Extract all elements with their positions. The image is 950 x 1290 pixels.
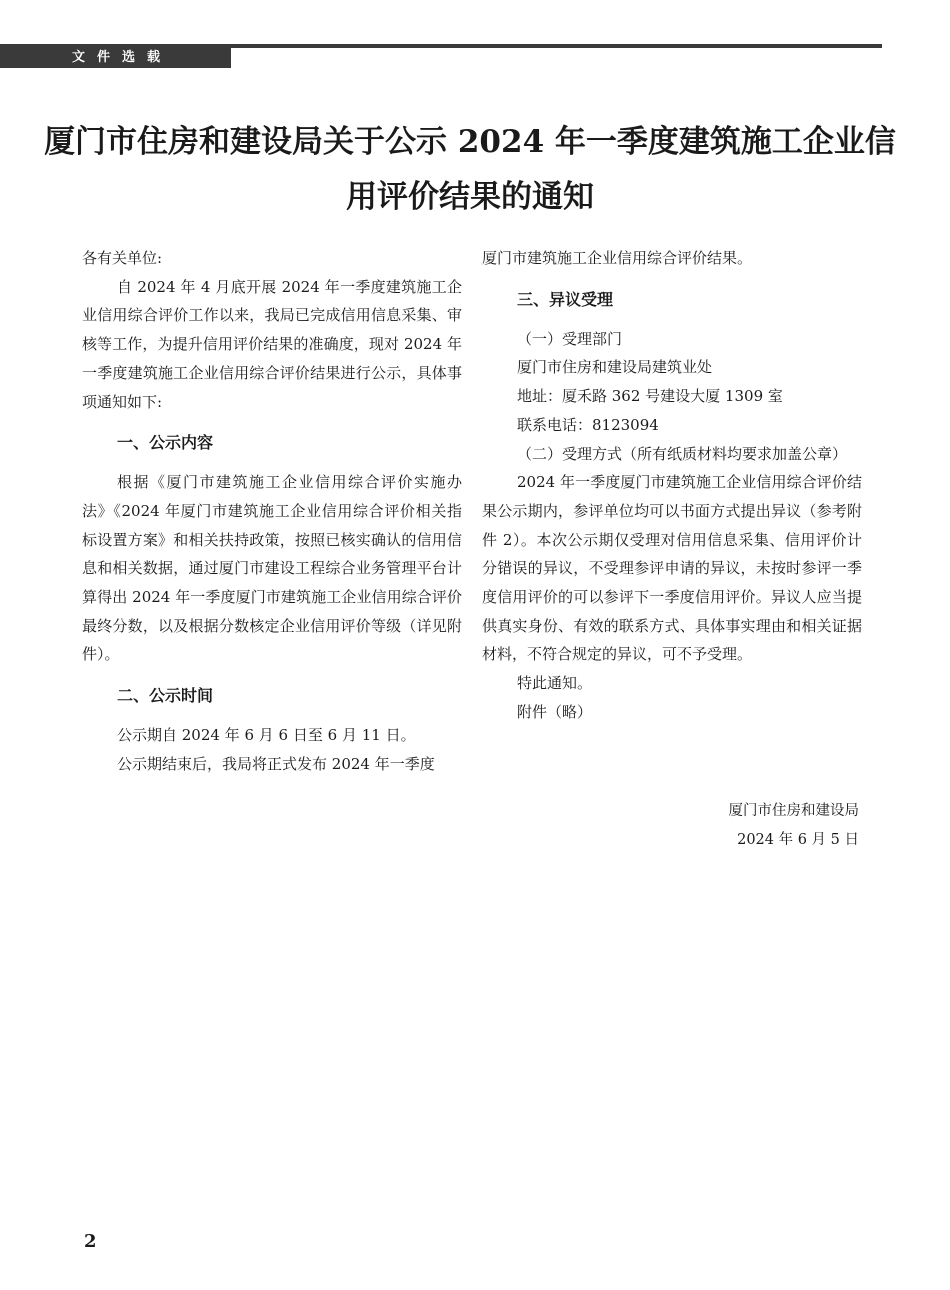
section3-heading: 三、异议受理: [517, 289, 614, 309]
department-name: 厦门市住房和建设局建筑业处: [517, 358, 713, 377]
address: 地址：厦禾路 362 号建设大厦 1309 室: [517, 387, 783, 406]
closing-line: 特此通知。: [517, 674, 593, 693]
phone: 联系电话：8123094: [517, 415, 659, 434]
section2-paragraph-1: 公示期自 2024 年 6 月 6 日至 6 月 11 日。: [117, 726, 416, 745]
signature-block: [729, 797, 860, 855]
document-title: 厦门市住房和建设局关于公示 2024 年一季度建筑施工企业信用评价结果的通知: [44, 124, 896, 215]
section-header: [0, 0, 950, 70]
issuing-organization: 厦门市住房和建设局: [728, 803, 859, 819]
section2-paragraph-2: 公示期结束后，我局将正式发布 2024 年一季度: [117, 754, 435, 773]
intro-paragraph: 自 2024 年 4 月底开展 2024 年一季度建筑施工企业信用综合评价工作以来，我局已完成信用信息采集、审核等工作，为提升信用评价结果的准确度，现对 2024 年一季度建筑施工企业信用综合评价结果进行公示，具体事项通知如下:: [82, 277, 462, 411]
page-number: 2: [84, 1231, 97, 1252]
issue-date: 2024 年 6 月 5 日: [737, 832, 859, 848]
section-label: 文件选载: [0, 48, 231, 68]
subsection1-heading: （一）受理部门: [517, 329, 623, 348]
section1-heading: 一、公示内容: [117, 433, 214, 453]
continuation-text: 厦门市建筑施工企业信用综合评价结果。: [482, 249, 753, 267]
method-body: 2024 年一季度厦门市建筑施工企业信用综合评价结果公示期内，参评单位均可以书面方式提出异议（参考附件 2）。本次公示期仅受理对信用信息采集、信用评价计分错误的异议，不受理参评申请的异议，未按时参评一季度信用评价的可以参评下一季度信用评价。异议人应当提供真实身份、有效的联系方式、具体事实理由和相关证据材料，不符合规定的异议，可不予受理。: [482, 473, 862, 664]
subsection2-heading: （二）受理方式（所有纸质材料均要求加盖公章）: [517, 444, 848, 463]
left-column: [82, 244, 462, 779]
attachment-note: 附件（略）: [517, 702, 593, 721]
right-column: [482, 244, 862, 727]
section1-body: 根据《厦门市建筑施工企业信用综合评价实施办法》《2024 年厦门市建筑施工企业信用综合评价相关指标设置方案》和相关扶持政策，按照已核实确认的信用信息和相关数据，通过厦门市建设工程综合业务管理平台计算得出 2024 年一季度厦门市建筑施工企业信用综合评价最终分数，以及根据分数核定企业信用评价等级（详见附件）。: [82, 473, 462, 664]
salutation: 各有关单位:: [82, 249, 163, 267]
section2-heading: 二、公示时间: [117, 686, 214, 706]
